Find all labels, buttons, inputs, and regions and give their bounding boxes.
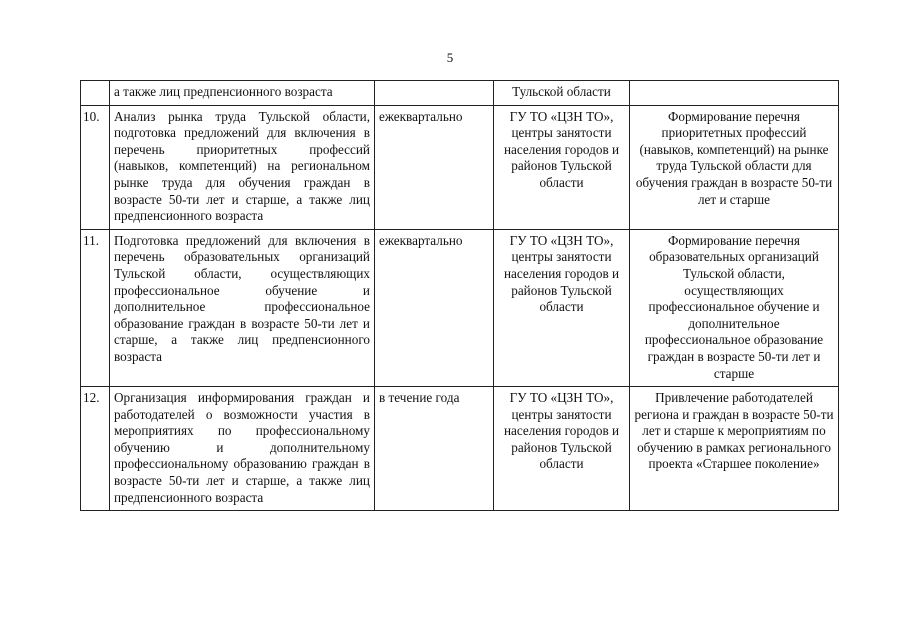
measure-responsible: ГУ ТО «ЦЗН ТО», центры занятости населения городов и районов Тульской области bbox=[494, 105, 630, 229]
measure-responsible: ГУ ТО «ЦЗН ТО», центры занятости населения городов и районов Тульской области bbox=[494, 229, 630, 386]
measure-result: Формирование перечня приоритетных профессий (навыков, компетенций) на рынке труда Тульской области для обучения граждан в возрасте 50-ти лет и старше bbox=[630, 105, 839, 229]
measure-result: Формирование перечня образовательных организаций Тульской области, осуществляющих профессиональное обучение и дополнительное профессиональное образование граждан в возрасте 50-ти лет и старше bbox=[630, 229, 839, 386]
measure-responsible: Тульской области bbox=[494, 81, 630, 106]
table-row-continuation bbox=[81, 81, 839, 106]
measure-period: ежеквартально bbox=[375, 105, 494, 229]
measure-description: Анализ рынка труда Тульской области, подготовка предложений для включения в перечень приоритетных профессий (навыков, компетенций) на региональном рынке труда для обучения граждан в возрасте 50-ти лет и старше, а также лиц предпенсионного возраста bbox=[110, 105, 375, 229]
measure-description: а также лиц предпенсионного возраста bbox=[110, 81, 375, 106]
table-row-10 bbox=[81, 105, 839, 229]
row-number bbox=[81, 81, 110, 106]
measure-result bbox=[630, 81, 839, 106]
measure-period: ежеквартально bbox=[375, 229, 494, 386]
row-number: 12. bbox=[81, 387, 110, 511]
row-number: 10. bbox=[81, 105, 110, 229]
measure-description: Организация информирования граждан и работодателей о возможности участия в мероприятиях по профессиональному обучению и дополнительному профессиональному образованию граждан в возрасте 50-ти лет и старше, а также лиц предпенсионного возраста bbox=[110, 387, 375, 511]
measure-responsible: ГУ ТО «ЦЗН ТО», центры занятости населения городов и районов Тульской области bbox=[494, 387, 630, 511]
measure-period: в течение года bbox=[375, 387, 494, 511]
page-number: 5 bbox=[446, 50, 454, 65]
table-row-12 bbox=[81, 387, 839, 511]
measure-description: Подготовка предложений для включения в перечень образовательных организаций Тульской области, осуществляющих профессиональное обучение и дополнительное профессиональное образование граждан в возрасте 50-ти лет и старше, а также лиц предпенсионного возраста bbox=[110, 229, 375, 386]
measure-result: Привлечение работодателей региона и граждан в возрасте 50-ти лет и старше к мероприятиям по обучению в рамках регионального проекта «Старшее поколение» bbox=[630, 387, 839, 511]
row-number: 11. bbox=[81, 229, 110, 386]
measure-period bbox=[375, 81, 494, 106]
measures-table bbox=[80, 80, 839, 511]
table-row-11 bbox=[81, 229, 839, 386]
